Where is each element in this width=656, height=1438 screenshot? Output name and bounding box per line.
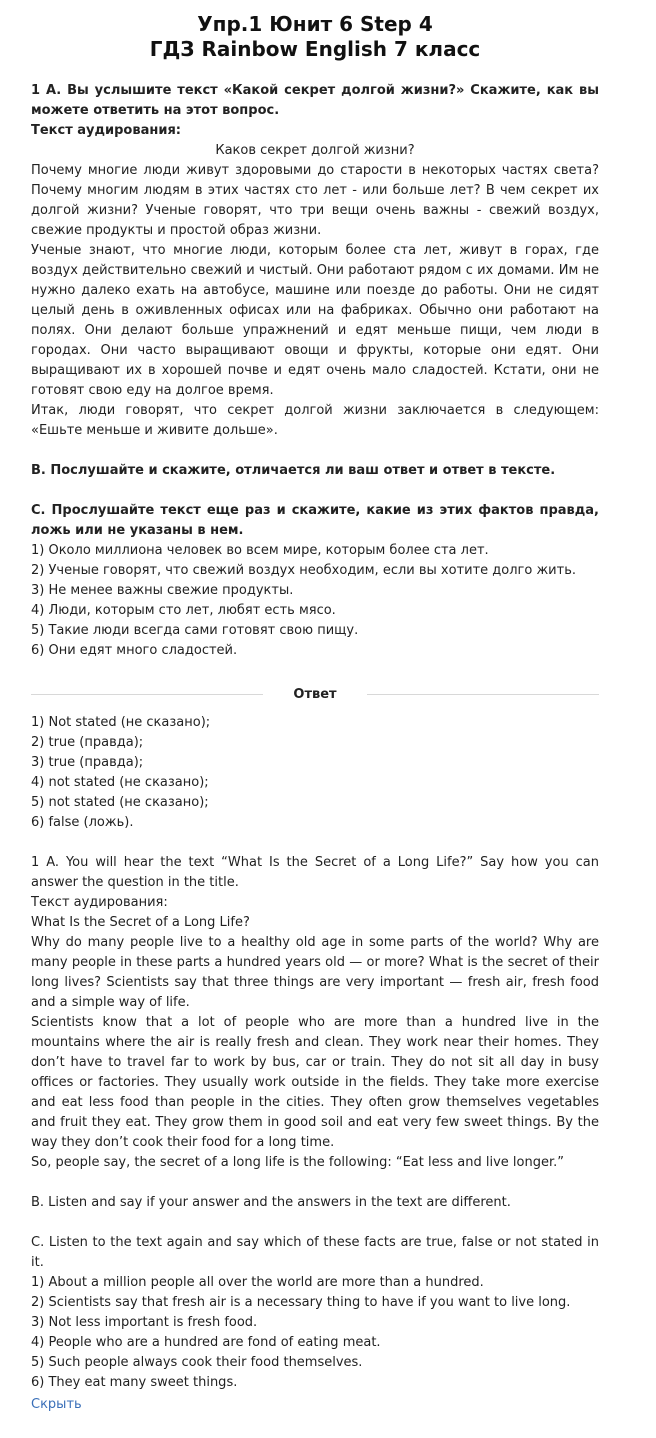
paragraph-en: Scientists know that a lot of people who are more than a hundred live in the mountains where the air is really fresh and clean. They work near their homes. They don’t have to travel far to work by bus, car or train. They do not sit all day in busy offices or factories. They usually work outside in the fields. They take more exercise and eat less food than people in the cities. They often grow themselves vegetables and fruit they eat. They grow them in good soil and eat very few sweet things. By the way they don’t cook their food for a long time. — [31, 1015, 599, 1150]
title-line-1: Упр.1 Юнит 6 Step 4 — [197, 12, 433, 36]
title-line-2: ГДЗ Rainbow English 7 класс — [149, 37, 481, 61]
fact-item: 5) Такие люди всегда сами готовят свою пищу. — [31, 623, 359, 638]
answer-list — [31, 713, 599, 833]
paragraph: Почему многие люди живут здоровыми до старости в некоторых частях света? Почему многим людям в этих частях сто лет - или больше лет? В чем секрет их долгой жизни? Ученые говорят, что три вещи очень важны - свежий воздух, свежие продукты и простой образ жизни. — [31, 163, 599, 238]
text-title: Каков секрет долгой жизни? — [215, 143, 415, 158]
fact-item-en: 2) Scientists say that fresh air is a necessary thing to have if you want to live long. — [31, 1295, 571, 1310]
listening-label: Текст аудирования: — [31, 123, 182, 138]
answer-item: 5) not stated (не сказано); — [31, 795, 209, 810]
answer-label: Ответ — [293, 686, 337, 702]
fact-item-en: 4) People who are a hundred are fond of eating meat. — [31, 1335, 381, 1350]
divider-line — [31, 694, 263, 695]
answer-item: 3) true (правда); — [31, 755, 144, 770]
answer-item: 2) true (правда); — [31, 735, 144, 750]
task-a-heading-en: 1 A. You will hear the text “What Is the Secret of a Long Life?” Say how you can answer the question in the title. — [31, 855, 599, 890]
task-c-heading-en: C. Listen to the text again and say which of these facts are true, false or not stated in it. — [31, 1235, 599, 1270]
answer-item: 4) not stated (не сказано); — [31, 775, 209, 790]
fact-item: 3) Не менее важны свежие продукты. — [31, 583, 294, 598]
task-b-heading: B. Послушайте и скажите, отличается ли ваш ответ и ответ в тексте. — [31, 463, 556, 478]
task-c-heading: C. Прослушайте текст еще раз и скажите, какие из этих фактов правда, ложь или не указаны в нем. — [31, 503, 599, 538]
paragraph-en: So, people say, the secret of a long life is the following: “Eat less and live longer.” — [31, 1155, 564, 1170]
fact-item-en: 3) Not less important is fresh food. — [31, 1315, 258, 1330]
fact-item-en: 6) They eat many sweet things. — [31, 1375, 238, 1390]
task-russian — [31, 81, 599, 661]
divider-line — [367, 694, 599, 695]
hide-link[interactable]: Скрыть — [31, 1397, 82, 1412]
answer-item: 6) false (ложь). — [31, 815, 134, 830]
fact-item: 6) Они едят много сладостей. — [31, 643, 238, 658]
paragraph-en: Why do many people live to a healthy old age in some parts of the world? Why are many people in these parts a hundred years old — or more? What is the secret of their long lives? Scientists say that three things are very important — fresh air, fresh food and a simple way of life. — [31, 935, 599, 1010]
task-b-heading-en: B. Listen and say if your answer and the answers in the text are different. — [31, 1195, 511, 1210]
paragraph: Ученые знают, что многие люди, которым более ста лет, живут в горах, где воздух действительно свежий и чистый. Они работают рядом с их домами. Им не нужно далеко ехать на автобусе, машине или поезде до работы. Они не сидят целый день в оживленных офисах или на фабриках. Обычно они работают на полях. Они делают больше упражнений и едят меньше пищи, чем люди в городах. Они часто выращивают овощи и фрукты, которые они едят. Они выращивают их в хорошей почве и едят очень мало сладостей. Кстати, они не готовят свою еду на долгое время. — [31, 243, 599, 398]
answer-item: 1) Not stated (не сказано); — [31, 715, 211, 730]
fact-item: 4) Люди, которым сто лет, любят есть мясо. — [31, 603, 336, 618]
paragraph: Итак, люди говорят, что секрет долгой жизни заключается в следующем: «Ешьте меньше и живите дольше». — [31, 403, 599, 438]
page-title — [31, 12, 599, 62]
text-title-en: What Is the Secret of a Long Life? — [31, 915, 250, 930]
task-english — [31, 853, 599, 1415]
fact-item: 2) Ученые говорят, что свежий воздух необходим, если вы хотите долго жить. — [31, 563, 576, 578]
listening-label-en: Текст аудирования: — [31, 895, 168, 910]
fact-item-en: 5) Such people always cook their food themselves. — [31, 1355, 363, 1370]
answer-divider — [31, 684, 599, 704]
content — [31, 0, 599, 1415]
fact-item-en: 1) About a million people all over the world are more than a hundred. — [31, 1275, 484, 1290]
fact-item: 1) Около миллиона человек во всем мире, которым более ста лет. — [31, 543, 489, 558]
task-a-heading: 1 A. Вы услышите текст «Какой секрет долгой жизни?» Скажите, как вы можете ответить на этот вопрос. — [31, 83, 599, 118]
